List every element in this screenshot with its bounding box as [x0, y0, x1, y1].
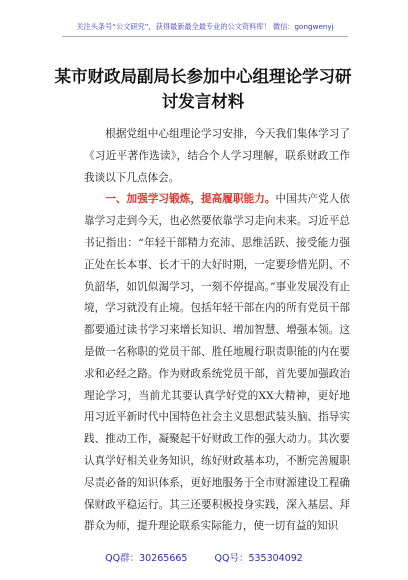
document-body: [84, 124, 350, 538]
intro-paragraph: 根据党组中心组理论学习安排，今天我们集体学习了《习近平著作选读》，结合个人学习理解，联系财政工作我谈以下几点体会。: [84, 128, 350, 184]
footer-contact: [0, 550, 408, 564]
document-title: 某市财政局副局长参加中心组理论学习研讨发言材料: [54, 67, 352, 111]
section-1-paragraph: [84, 189, 350, 538]
section-1-body: 中国共产党人依靠学习走到今天，也必然要依靠学习走向未来。习近平总书记指出：“年轻干部精力充沛、思维活跃、接受能力强正处在长本事、长才干的大好时期，一定要珍惜光阴、不负韶华，如饥似渴学习，一刻不停提高。”事业发展没有止境，学习就没有止境。包括年轻干部在内的所有党员干部都要通过读书学习来增长知识、增加智慧、增强本领。这是做一名称职的党员干部、胜任地履行职责职能的内在要求和必经之路。作为财政系统党员干部，首先要加强政治理论学习，当前尤其要认真学好党的XX大精神，更好地用习近平新时代中国特色社会主义思想武装头脑、指导实践、推动工作，凝聚起干好财政工作的强大动力。其次要认真学好相关业务知识，练好财政基本功，不断完善履职尽责必备的知识体系，更好地服务于全市财源建设工程确保财政平稳运行。其三还要积极投身实践，深入基层、拜群众为师，提升理论联系实际能力，使一切有益的知识: [84, 193, 351, 533]
section-1-heading: 一、加强学习锻炼，提高履职能力。: [105, 193, 276, 206]
footer-qq-number: QQ号：535304092: [214, 553, 303, 564]
footer-qq-group: QQ群：30265665: [105, 553, 188, 564]
header-banner: 关注头条号“公文研究”，获得最新最全最专业的公文资料库！ 微信：gongwenyj: [62, 20, 348, 37]
